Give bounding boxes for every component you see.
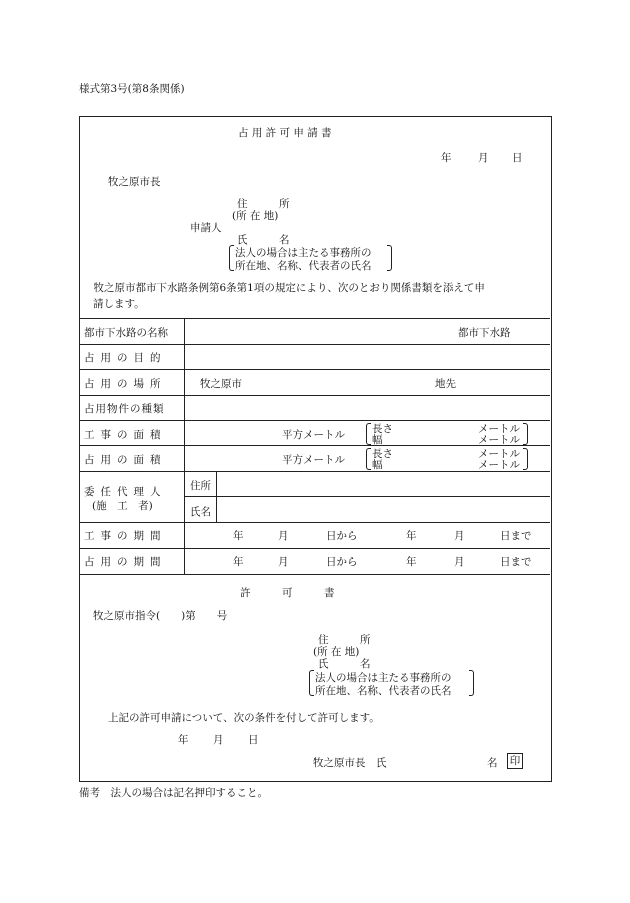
permit-title: 許 可 書 [240,587,335,599]
agent-name-label: 氏名 [190,506,211,518]
addressee: 牧之原市長 [108,176,161,188]
occupy-area-meter-1: メートル [478,448,520,460]
applicant-bracket-right [387,245,392,271]
row-divider [79,369,550,370]
permit-corp-note-2: 所在地、名称、代表者の氏名 [315,685,452,697]
work-area-meter-1: メートル [478,423,520,435]
application-body-1: 牧之原市都市下水路条例第6条第1項の規定により、次のとおり関係書類を添えて申 [83,282,485,294]
agent-column-divider [216,471,217,522]
work-area-width: 幅 [372,434,383,446]
permit-location-label: (所 在 地) [313,646,360,658]
permit-bracket-right [469,670,474,696]
applicant-corp-note-2: 所在地、名称、代表者の氏名 [235,260,372,272]
application-date-year: 年 [441,152,452,164]
applicant-location-label: (所 在 地) [232,210,279,222]
occupy-period-month-2: 月 [454,556,465,568]
work-area-bracket-left [366,423,371,445]
occupy-area-bracket-left [366,448,371,470]
permit-signer: 牧之原市長 氏 [313,757,387,769]
application-date-month: 月 [478,152,489,164]
work-area-length: 長さ [372,423,393,435]
work-area-bracket-right [523,423,528,445]
place-city: 牧之原市 [200,378,242,390]
row-divider [79,548,550,549]
label-column-divider [184,318,185,574]
applicant-corp-note-1: 法人の場合は主たる事務所の [235,247,372,259]
permit-signer-name: 名 [487,757,498,769]
occupy-period-from: 日から [326,556,358,568]
occupy-period-month: 月 [278,556,289,568]
permit-address-label: 住 所 [318,634,371,646]
permit-statement: 上記の許可申請について、次の条件を付して許可します。 [108,712,380,724]
work-period-month-2: 月 [454,530,465,542]
place-suffix: 地先 [435,378,456,390]
applicant-bracket-left [229,245,234,271]
work-period-month: 月 [278,530,289,542]
permit-date-day: 日 [248,734,259,746]
row-divider [79,395,550,396]
applicant-address-label: 住 所 [237,198,290,210]
agent-subrow-divider [184,496,550,497]
row-label-object-type: 占用物件の種類 [84,403,165,415]
row-label-work-period: 工事の期間 [84,530,167,542]
work-period-to: 日まで [500,530,532,542]
occupy-period-to: 日まで [500,556,532,568]
occupy-area-width: 幅 [372,459,383,471]
permit-date-year: 年 [178,734,189,746]
application-title: 占 用 許 可 申 請 書 [238,127,332,139]
applicant-label: 申請人 [190,222,222,234]
row-label-sewer-name: 都市下水路の名称 [84,327,168,339]
occupy-area-bracket-right [523,448,528,470]
agent-address-label: 住所 [190,480,211,492]
row-divider [79,522,550,523]
row-label-place: 占用の場所 [84,378,167,390]
work-area-unit: 平方メートル [282,429,345,441]
row-label-agent-sub: (施 工 者) [92,500,153,512]
row-label-occupy-area: 占用の面積 [84,454,167,466]
occupy-area-length: 長さ [372,448,393,460]
occupy-area-meter-2: メートル [478,459,520,471]
occupy-period-year-2: 年 [406,556,417,568]
form-number: 様式第3号(第8条関係) [79,83,185,95]
row-label-agent: 委任代理人 [84,486,167,498]
work-period-from: 日から [326,530,358,542]
application-body-2: 請します。 [93,298,145,310]
permit-name-label: 氏 名 [318,658,371,670]
work-period-year-2: 年 [406,530,417,542]
permit-date-month: 月 [213,734,224,746]
applicant-name-label: 氏 名 [237,234,290,246]
table-bottom-rule [79,574,550,575]
permit-corp-note-1: 法人の場合は主たる事務所の [315,672,452,684]
row-label-purpose: 占用の目的 [84,352,167,364]
table-top-rule [79,318,550,319]
row-label-occupy-period: 占用の期間 [84,556,167,568]
occupy-period-year: 年 [233,556,244,568]
seal-mark: 印 [507,753,523,769]
sewer-name-suffix: 都市下水路 [458,327,511,339]
occupy-area-unit: 平方メートル [282,454,345,466]
footnote: 備考 法人の場合は記名押印すること。 [79,787,268,799]
application-date-day: 日 [512,152,523,164]
row-divider [79,344,550,345]
permit-bracket-left [309,670,314,696]
work-area-meter-2: メートル [478,434,520,446]
permit-designation: 牧之原市指令( )第 号 [93,610,228,622]
work-period-year: 年 [233,530,244,542]
row-label-work-area: 工事の面積 [84,429,167,441]
